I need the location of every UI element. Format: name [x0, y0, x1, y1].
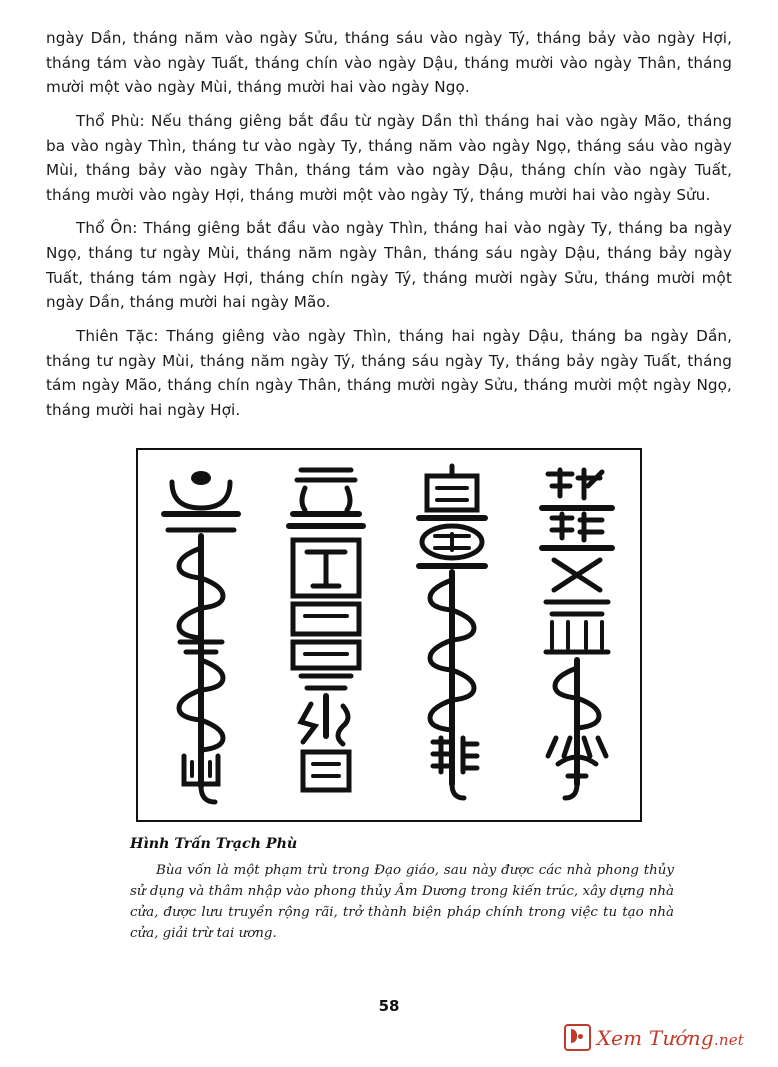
talisman-2	[267, 456, 385, 818]
watermark-logo-icon	[564, 1024, 591, 1051]
figure-container	[46, 448, 732, 822]
paragraph-continuation: ngày Dần, tháng năm vào ngày Sửu, tháng sáu vào ngày Tý, tháng bảy vào ngày Hợi, tháng tám vào ngày Tuất, tháng chín vào ngày Dậu, tháng mười vào ngày Thân, tháng mười một vào ngày Mùi, tháng mười hai vào ngày Ngọ.	[46, 29, 732, 97]
watermark-text	[597, 1026, 744, 1050]
talisman-grid	[138, 450, 640, 820]
figure-caption: Hình Trấn Trạch Phù	[130, 836, 298, 853]
watermark-domain: .net	[713, 1030, 744, 1049]
paragraph-tho-on: Thổ Ôn: Tháng giêng bắt đầu vào ngày Thìn, tháng hai vào ngày Ty, tháng ba ngày Ngọ, tháng tư ngày Mùi, tháng năm ngày Thân, tháng sáu ngày Dậu, tháng bảy ngày Tuất, tháng tám ngày Hợi, tháng chín ngày Tý, tháng mười ngày Sửu, tháng mười một ngày Dần, tháng mười hai ngày Mão.	[46, 219, 732, 312]
talisman-3	[393, 456, 511, 818]
page-body	[46, 26, 732, 422]
watermark	[564, 1024, 744, 1051]
talisman-figure-frame	[136, 448, 642, 822]
page-number: 58	[378, 997, 400, 1015]
paragraph-tho-phu: Thổ Phù: Nếu tháng giêng bắt đầu từ ngày Dần thì tháng hai vào ngày Mão, tháng ba vào ngày Thìn, tháng tư vào ngày Ty, tháng năm vào ngày Ngọ, tháng sáu vào ngày Mùi, tháng bảy vào ngày Thân, tháng tám vào ngày Dậu, tháng chín vào ngày Tuất, tháng mười vào ngày Hợi, tháng mười một vào ngày Tý, tháng mười hai vào ngày Sửu.	[46, 111, 732, 204]
figure-note: Bùa vốn là một phạm trù trong Đạo giáo, sau này được các nhà phong thủy sử dụng và thâm nhập vào phong thủy Âm Dương trong kiến trúc, xây dựng nhà cửa, được lưu truyền rộng rãi, trở thành biện pháp chính trong việc tu tạo nhà cửa, giải trừ tai ương.	[130, 863, 674, 942]
watermark-name: Xem Tướng	[596, 1025, 714, 1050]
talisman-1	[142, 456, 260, 818]
paragraph-thien-tac: Thiên Tặc: Tháng giêng vào ngày Thìn, tháng hai ngày Dậu, tháng ba ngày Dần, tháng tư ngày Mùi, tháng năm ngày Tý, tháng sáu ngày Ty, tháng bảy ngày Tuất, tháng tám ngày Mão, tháng chín ngày Thân, tháng mười ngày Sửu, tháng mười một ngày Ngọ, tháng mười hai ngày Hợi.	[46, 326, 732, 419]
talisman-4	[518, 456, 636, 818]
